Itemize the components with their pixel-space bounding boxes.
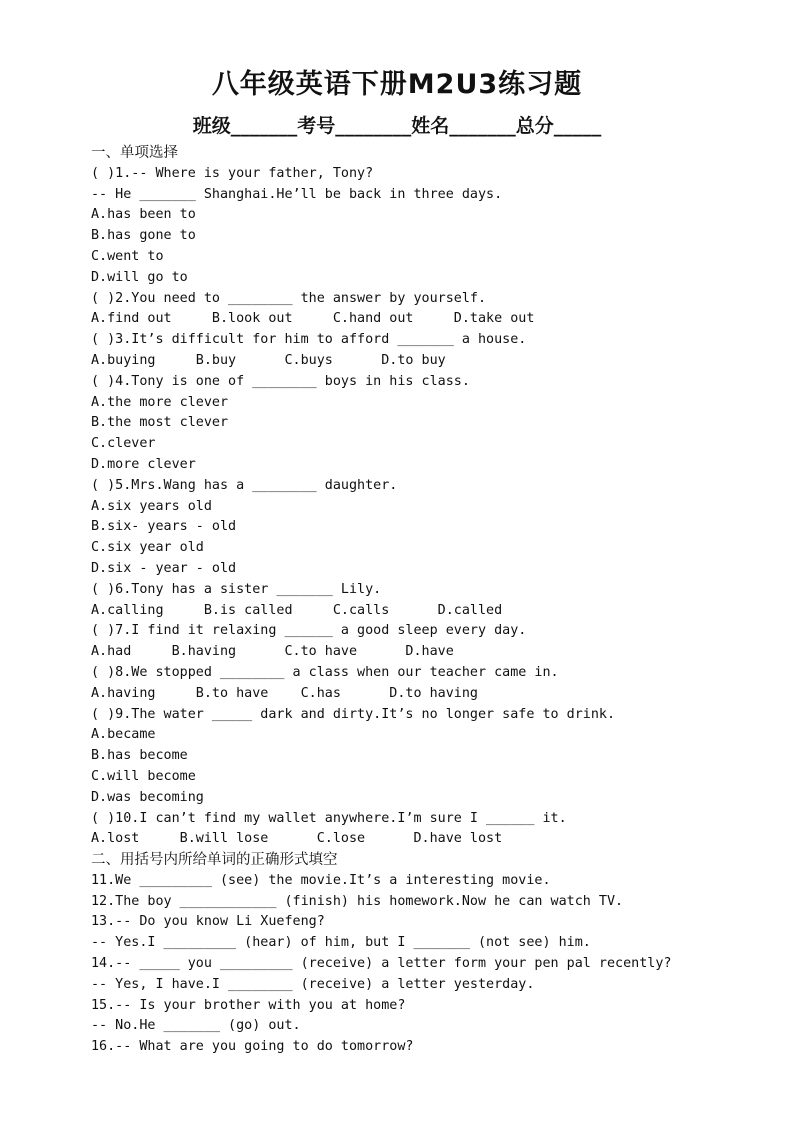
answer-options: A.lost B.will lose C.lose D.have lost — [91, 831, 503, 847]
answer-options: D.will go to — [91, 269, 188, 285]
answer-options: A.became — [91, 727, 156, 743]
answer-options: D.more clever — [91, 456, 196, 472]
answer-options: D.was becoming — [91, 789, 204, 805]
question-line: ( )1.-- Where is your father, Tony? — [91, 165, 374, 181]
question-line: ( )2.You need to ________ the answer by yourself. — [91, 290, 487, 306]
answer-options: B.has become — [91, 748, 188, 764]
answer-options: B.has gone to — [91, 228, 196, 244]
answer-options: A.had B.having C.to have D.have — [91, 644, 454, 660]
answer-options: C.six year old — [91, 540, 204, 556]
question-line: -- Yes.I _________ (hear) of him, but I _______ (not see) him. — [91, 935, 591, 951]
page-title: 八年级英语下册M2U3练习题 — [211, 69, 583, 100]
question-line: -- No.He _______ (go) out. — [91, 1018, 301, 1034]
answer-options: C.went to — [91, 248, 164, 264]
answer-options: A.has been to — [91, 207, 196, 223]
answer-options: A.calling B.is called C.calls D.called — [91, 602, 503, 618]
student-info-line: 班级_______考号________姓名_______总分_____ — [192, 115, 602, 137]
answer-options: A.the more clever — [91, 394, 229, 410]
question-line: -- He _______ Shanghai.He’ll be back in three days. — [91, 186, 503, 202]
question-line: 14.-- _____ you _________ (receive) a letter form your pen pal recently? — [91, 956, 672, 972]
answer-options: C.will become — [91, 768, 196, 784]
question-line: ( )5.Mrs.Wang has a ________ daughter. — [91, 477, 398, 493]
question-line: 13.-- Do you know Li Xuefeng? — [91, 914, 325, 930]
question-line: 15.-- Is your brother with you at home? — [91, 997, 406, 1013]
question-line: -- Yes, I have.I ________ (receive) a letter yesterday. — [91, 976, 535, 992]
question-line: ( )8.We stopped ________ a class when our teacher came in. — [91, 664, 559, 680]
question-line: 16.-- What are you going to do tomorrow? — [91, 1039, 414, 1055]
exercise-body — [91, 143, 781, 1058]
answer-options: B.the most clever — [91, 415, 229, 431]
answer-options: A.buying B.buy C.buys D.to buy — [91, 352, 446, 368]
question-line: ( )3.It’s difficult for him to afford _______ a house. — [91, 332, 527, 348]
answer-options: A.having B.to have C.has D.to having — [91, 685, 478, 701]
answer-options: A.six years old — [91, 498, 212, 514]
question-line: ( )7.I find it relaxing ______ a good sleep every day. — [91, 623, 527, 639]
answer-options: C.clever — [91, 436, 156, 452]
answer-options: A.find out B.look out C.hand out D.take out — [91, 311, 535, 327]
answer-options: B.six- years - old — [91, 519, 237, 535]
question-line: ( )6.Tony has a sister _______ Lily. — [91, 581, 382, 597]
question-line: 11.We _________ (see) the movie.It’s a interesting movie. — [91, 872, 551, 888]
question-line: ( )9.The water _____ dark and dirty.It’s no longer safe to drink. — [91, 706, 616, 722]
question-line: ( )10.I can’t find my wallet anywhere.I’m sure I ______ it. — [91, 810, 567, 826]
question-line: ( )4.Tony is one of ________ boys in his class. — [91, 373, 470, 389]
question-line: 12.The boy ____________ (finish) his homework.Now he can watch TV. — [91, 893, 624, 909]
section-heading: 二、用括号内所给单词的正确形式填空 — [91, 852, 338, 869]
answer-options: D.six - year - old — [91, 560, 237, 576]
section-heading: 一、单项选择 — [91, 145, 178, 161]
